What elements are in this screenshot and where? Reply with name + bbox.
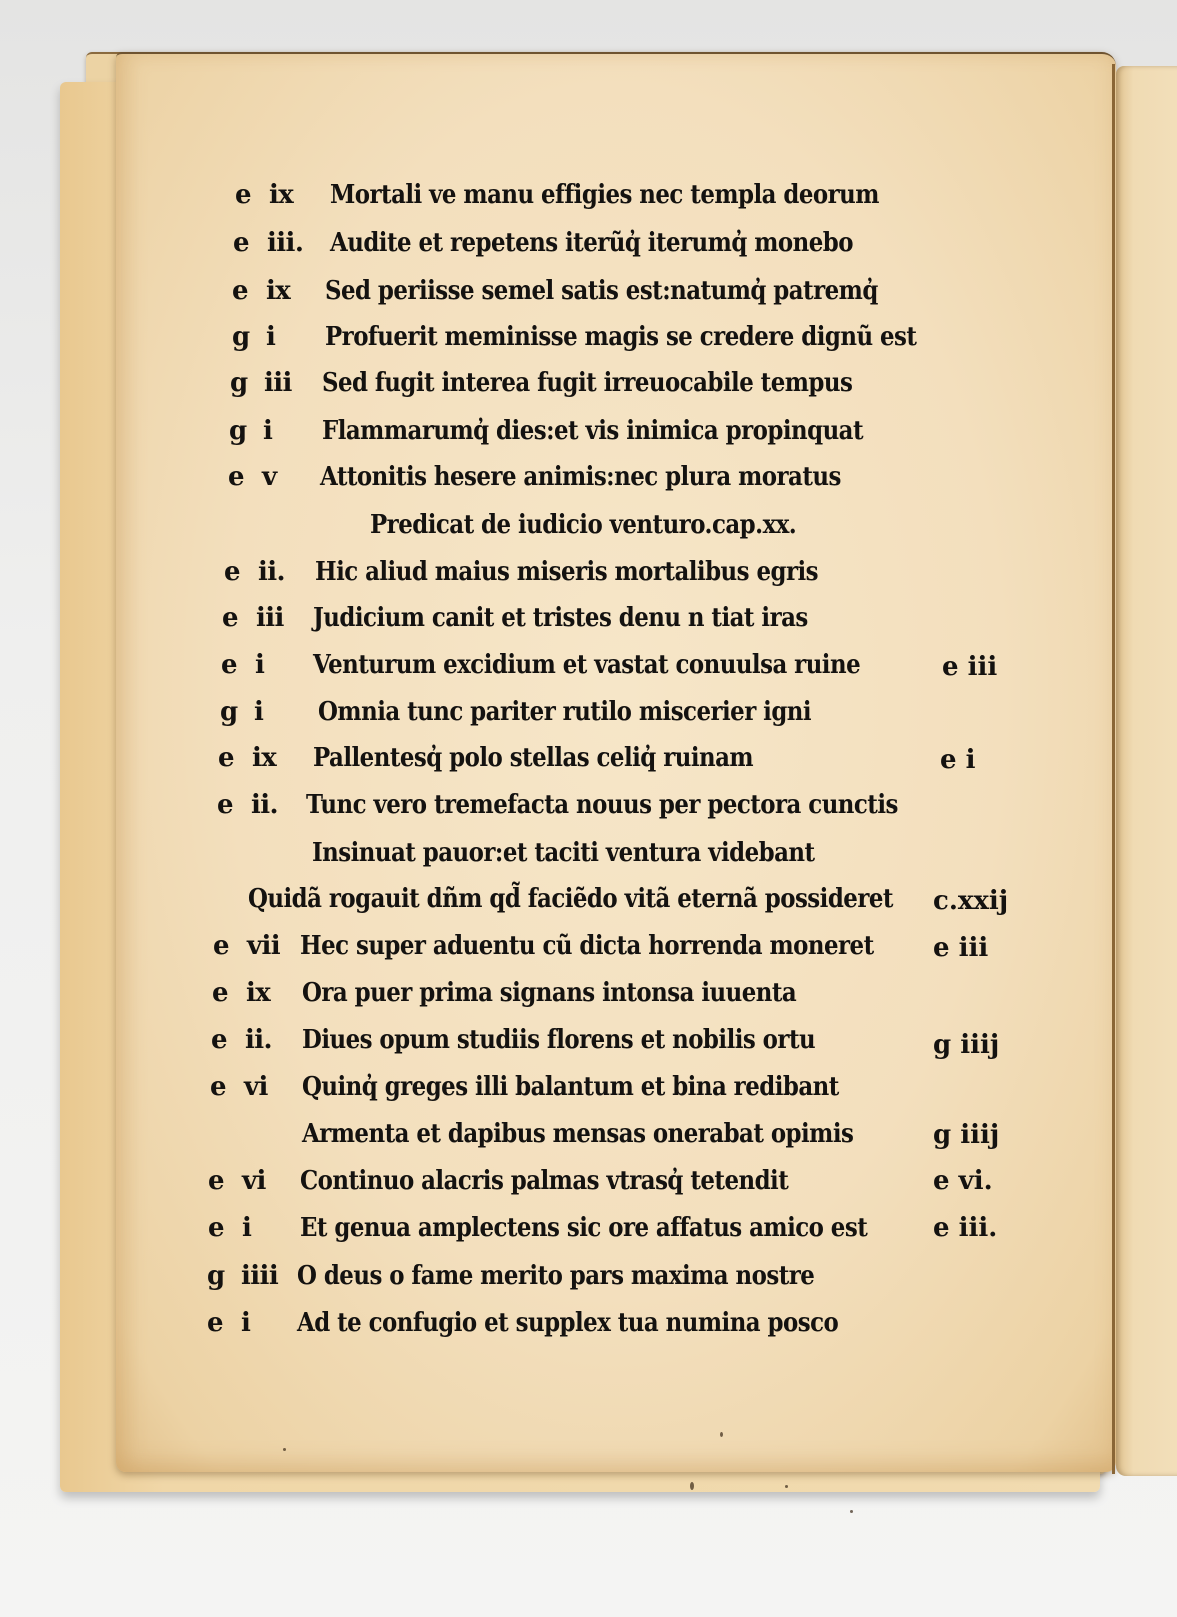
verse-text: Attonitis hesere animis:nec plura moratus — [320, 462, 841, 492]
marginal-reference — [207, 1308, 297, 1338]
right-margin-note: c.xxij — [933, 886, 1009, 916]
verse-text: Hic aliud maius miseris mortalibus egris — [315, 557, 819, 587]
reference-signature: e — [207, 1308, 223, 1338]
reference-signature: e — [232, 276, 248, 306]
verse-line — [212, 978, 864, 1018]
verse-text: Profuerit meminisse magis se credere dignũ est — [325, 322, 917, 352]
verse-line — [228, 462, 912, 502]
reference-numeral: ix — [266, 276, 291, 306]
reference-numeral: ii. — [258, 557, 286, 587]
reference-numeral: ix — [269, 180, 294, 210]
marginal-reference — [210, 1072, 302, 1102]
right-margin-note: g iiij — [933, 1030, 1000, 1060]
marginal-reference — [218, 743, 313, 773]
marginal-reference — [235, 180, 330, 210]
reference-signature: g — [229, 416, 247, 446]
foxing-speck — [850, 1510, 853, 1513]
verse-text: Judicium canit et tristes denu n tiat iras — [313, 603, 808, 633]
foxing-speck — [785, 1485, 788, 1488]
reference-numeral: ix — [252, 743, 277, 773]
verse-line — [230, 368, 925, 408]
reference-numeral: i — [242, 1213, 252, 1243]
marginal-reference — [212, 978, 302, 1008]
reference-numeral: i — [263, 416, 273, 446]
verse-text: Audite et repetens iterũq̓ iterumq̓ monebo — [330, 228, 853, 258]
reference-signature: g — [207, 1261, 225, 1291]
verse-text: Omnia tunc pariter rutilo miscerier igni — [318, 697, 812, 727]
verse-line — [207, 1261, 885, 1301]
marginal-reference — [221, 650, 313, 680]
reference-signature: g — [220, 697, 238, 727]
continuation-line — [302, 1119, 929, 1159]
marginal-reference — [213, 931, 300, 961]
reference-signature: e — [221, 650, 237, 680]
reference-signature: e — [233, 228, 249, 258]
marginal-reference — [233, 228, 330, 258]
verse-line — [222, 603, 875, 643]
verse-text: Quinq̓ greges illi balantum et bina redibant — [302, 1072, 839, 1102]
reference-numeral: v — [262, 462, 277, 492]
continuation-line-text: Armenta et dapibus mensas onerabat opimis — [302, 1119, 854, 1149]
verse-text: Pallentesq̓ polo stellas celiq̓ ruinam — [313, 743, 754, 773]
reference-numeral: ii. — [245, 1025, 273, 1055]
marginal-reference — [208, 1213, 300, 1243]
verse-line — [210, 1072, 912, 1112]
verse-line — [211, 1025, 885, 1065]
reference-signature: g — [230, 368, 248, 398]
reference-signature: e — [222, 603, 238, 633]
chapter-heading — [248, 884, 981, 924]
marginal-reference — [220, 697, 318, 727]
verse-text: Mortali ve manu effigies nec templa deorum — [330, 180, 879, 210]
verse-line — [235, 180, 954, 220]
marginal-reference — [208, 1166, 300, 1196]
chapter-heading-text: Quidã rogauit dñm qd̃ faciẽdo vitã eternã possideret — [248, 884, 893, 914]
verse-text: Sed fugit interea fugit irreuocabile tempus — [322, 368, 853, 398]
verse-line — [218, 743, 813, 783]
continuation-line-text: Insinuat pauor:et taciti ventura videbant — [312, 838, 815, 868]
verse-text: Continuo alacris palmas vtrasq̓ tetendit — [300, 1166, 789, 1196]
right-margin-note: e iii — [933, 933, 989, 963]
verse-line — [233, 228, 924, 268]
marginal-reference — [228, 462, 320, 492]
verse-text: Tunc vero tremefacta nouus per pectora cunctis — [306, 790, 898, 820]
marginal-reference — [211, 1025, 302, 1055]
reference-signature: e — [224, 557, 240, 587]
reference-signature: e — [235, 180, 251, 210]
marginal-reference — [232, 322, 325, 352]
verse-line — [232, 276, 953, 316]
reference-numeral: vii — [247, 931, 281, 961]
verse-line — [208, 1166, 855, 1206]
verse-line — [208, 1213, 945, 1253]
verse-line — [229, 416, 937, 456]
right-margin-note: e vi. — [933, 1166, 993, 1196]
reference-signature: e — [218, 743, 234, 773]
verse-line — [224, 557, 887, 597]
reference-numeral: ix — [246, 978, 271, 1008]
verse-line — [232, 322, 997, 362]
reference-numeral: iiii — [241, 1261, 279, 1291]
reference-numeral: i — [255, 650, 265, 680]
verse-line — [217, 790, 979, 830]
foxing-speck — [283, 1448, 286, 1451]
reference-numeral: vi — [242, 1166, 266, 1196]
reference-signature: e — [213, 931, 229, 961]
verse-text: Ora puer prima signans intonsa iuuenta — [302, 978, 797, 1008]
marginal-reference — [207, 1261, 297, 1291]
reference-signature: e — [210, 1072, 226, 1102]
verse-line — [220, 697, 878, 737]
reference-signature: g — [232, 322, 250, 352]
verse-line — [213, 931, 952, 971]
verse-text: O deus o fame merito pars maxima nostre — [297, 1261, 815, 1291]
reference-numeral: iii — [256, 603, 284, 633]
marginal-reference — [229, 416, 322, 446]
chapter-heading — [370, 510, 854, 550]
reference-signature: e — [208, 1213, 224, 1243]
reference-numeral: vi — [244, 1072, 268, 1102]
marginal-reference — [217, 790, 306, 820]
marginal-reference — [222, 603, 313, 633]
verse-text: Hec super aduentu cũ dicta horrenda moneret — [300, 931, 874, 961]
reference-signature: e — [217, 790, 233, 820]
verse-text: Flammarumq̓ dies:et vis inimica propinquat — [322, 416, 864, 446]
reference-numeral: iii — [264, 368, 292, 398]
reference-signature: e — [208, 1166, 224, 1196]
chapter-heading-text: Predicat de iudicio venturo.cap.xx. — [370, 510, 797, 540]
reference-numeral: i — [241, 1308, 251, 1338]
verse-text: Sed periisse semel satis est:natumq̓ patremq̓ — [325, 276, 878, 306]
continuation-line — [312, 838, 883, 878]
reference-numeral: i — [254, 697, 264, 727]
right-margin-note: e i — [940, 745, 976, 775]
right-margin-note: e iii. — [933, 1213, 998, 1243]
verse-text: Ad te confugio et supplex tua numina posco — [297, 1308, 839, 1338]
foxing-speck — [690, 1482, 694, 1490]
verse-text: Venturum excidium et vastat conuulsa ruine — [313, 650, 861, 680]
verse-line — [221, 650, 935, 690]
reference-signature: e — [211, 1025, 227, 1055]
right-margin-note: g iiij — [933, 1120, 1000, 1150]
marginal-reference — [230, 368, 322, 398]
right-margin-note: e iii — [942, 652, 998, 682]
marginal-reference — [232, 276, 325, 306]
reference-signature: e — [228, 462, 244, 492]
reference-signature: e — [212, 978, 228, 1008]
reference-numeral: iii. — [267, 228, 304, 258]
marginal-reference — [224, 557, 315, 587]
reference-numeral: ii. — [251, 790, 279, 820]
verse-text: Et genua amplectens sic ore affatus amico est — [300, 1213, 868, 1243]
reference-numeral: i — [266, 322, 276, 352]
verse-line — [207, 1308, 912, 1348]
verse-text: Diues opum studiis florens et nobilis ortu — [302, 1025, 816, 1055]
foxing-speck — [720, 1432, 723, 1437]
